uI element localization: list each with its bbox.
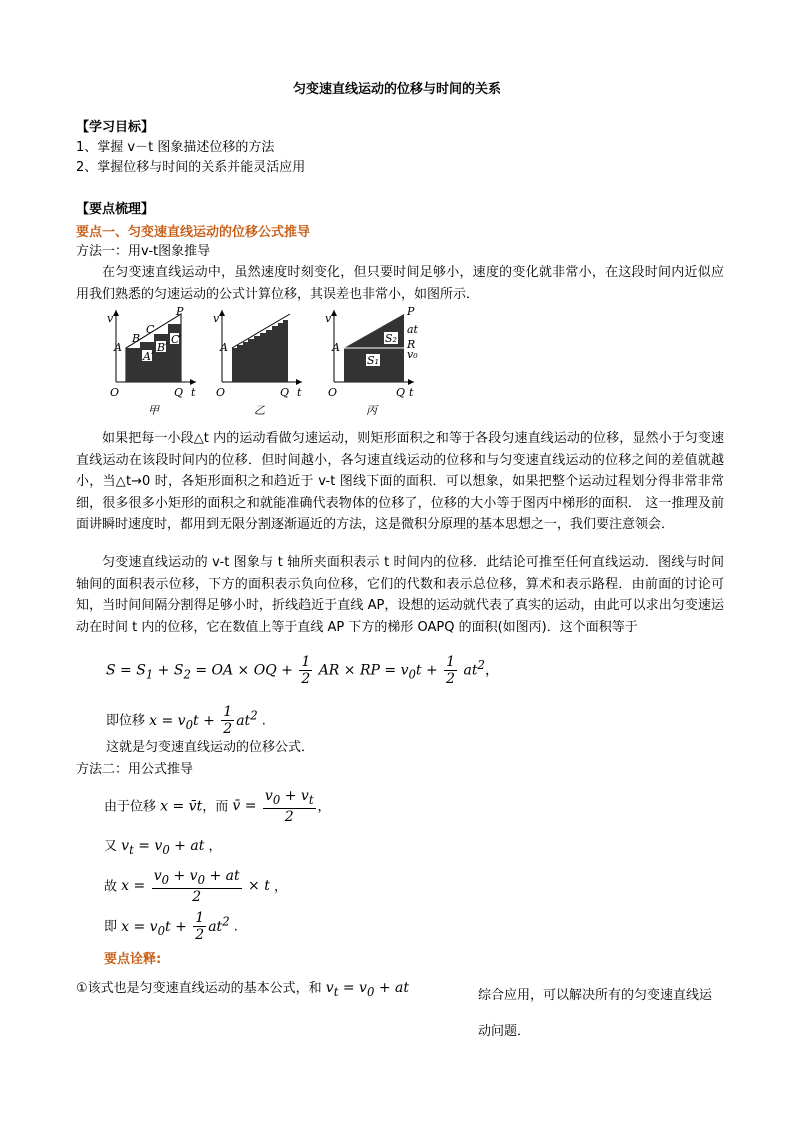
svg-text:O: O: [328, 386, 338, 399]
svg-text:P: P: [407, 306, 415, 318]
derivation-line-1: 由于位移 x = v̄t，而 v̄ = $\frac{v_0 + v_t}{2}$ ，: [104, 788, 331, 825]
note-1: ①该式也是匀变速直线运动的基本公式，和 $v_t = v_0$ + at: [76, 980, 409, 999]
svg-text:甲: 甲: [148, 404, 159, 417]
goal-item: 2、掌握位移与时间的关系并能灵活应用: [76, 160, 306, 175]
svg-text:B: B: [132, 332, 141, 345]
svg-text:A: A: [332, 341, 340, 354]
svg-text:v: v: [325, 312, 332, 325]
svg-text:R: R: [407, 338, 416, 351]
paragraph: 如果把每一小段△t 内的运动看做匀速运动，则矩形面积之和等于各段匀速直线运动的位移，显然小于匀变速直线运动在该段时间内的位移．但时间越小，各匀速直线运动的位移和与匀变速直线运动的位移之间的差值就越小，当△t→0 时，各矩形面积之和趋近于 v-t 图线下面的面积．可以想象，如果把整个运动过程划分得非常非常细，很多很多小矩形的面积之和就能准确代表物体的位移了，位移的大小等于图丙中梯形的面积． 这一推理及前面讲瞬时速度时，都用到无限分割逐渐逼近的方法，这是微积分原理的基本思想之一，我们要注意领会．: [76, 431, 724, 532]
figure-bing: [322, 306, 422, 422]
svg-text:丙: 丙: [366, 404, 377, 417]
page-title: 匀变速直线运动的位移与时间的关系: [292, 82, 501, 97]
explain-header: 要点诠释:: [104, 952, 162, 967]
derivation-text: 又: [104, 839, 118, 854]
figure-jia: [104, 306, 204, 422]
svg-text:乙: 乙: [254, 404, 265, 417]
derivation-text: ，而: [202, 799, 229, 815]
svg-text:t: t: [409, 386, 414, 399]
derivation-line-4: 即 $x = v_0t$ + $\frac{1}{2}$ $at^2$ .: [104, 910, 238, 943]
paragraph: 匀变速直线运动的 v-t 图象与 t 轴所夹面积表示 t 时间内的位移．此结论可推至任何直线运动．图线与时间轴间的面积表示位移，下方的面积表示负向位移，它们的代数和表示总位移，算术和表示路程．由前面的讨论可知，当时间间隔分割得足够小时，折线趋近于直线 AP，设想的运动就代表了真实的运动，由此可以求出匀变速运动在时间 t 内的位移，它在数值上等于直线 AP 下方的梯形 OAPQ 的面积(如图丙)．这个面积等于: [76, 555, 724, 635]
svg-text:C: C: [146, 323, 155, 336]
figure-yi: [210, 306, 310, 422]
goals-header: 【学习目标】: [76, 120, 155, 135]
svg-text:at: at: [407, 323, 418, 336]
derivation-text: 故: [104, 879, 118, 895]
derivation-text: 即: [104, 919, 118, 935]
svg-text:v₀: v₀: [407, 348, 418, 361]
note-1-tail: 综合应用，可以解决所有的匀变速直线运动问题．: [478, 988, 713, 1039]
svg-text:P: P: [176, 306, 184, 318]
area-equation: $S = S_1 + S_2$ = OA × OQ + $\frac{1}{2}$ AR × RP = $v_0t$ + $\frac{1}{2}$ $at^2$，: [106, 654, 499, 687]
formula-note: 这就是匀变速直线运动的位移公式．: [106, 740, 315, 755]
goal-item: 1、掌握 v－t 图象描述位移的方法: [76, 140, 275, 155]
method-heading: 方法二：用公式推导: [76, 762, 194, 777]
displacement-line: 即位移 $x = v_0t$ + $\frac{1}{2}$ $at^2$ .: [106, 704, 266, 737]
svg-text:A′: A′: [143, 350, 154, 363]
svg-text:Q: Q: [280, 386, 290, 399]
derivation-line-3: 故 x = $\frac{v_0 + v_0 + at}{2}$ × t ，: [104, 868, 288, 905]
note-text: ①该式也是匀变速直线运动的基本公式，和: [76, 981, 322, 996]
paragraph: 在匀变速直线运动中，虽然速度时刻变化，但只要时间足够小，速度的变化就非常小，在这段时间内近似应用我们熟悉的匀速运动的公式计算位移，其误差也非常小，如图所示．: [76, 265, 724, 302]
svg-text:t: t: [191, 386, 196, 399]
svg-text:Q: Q: [396, 386, 406, 399]
svg-text:O: O: [216, 386, 226, 399]
displacement-prefix: 即位移: [106, 713, 146, 729]
svg-text:C′: C′: [171, 333, 182, 346]
svg-text:S₁: S₁: [367, 354, 379, 367]
svg-text:O: O: [110, 386, 120, 399]
svg-text:v: v: [107, 312, 114, 325]
svg-text:A: A: [220, 341, 228, 354]
svg-text:A: A: [114, 341, 122, 354]
derivation-text: 由于位移: [104, 799, 157, 815]
keypoints-header: 【要点梳理】: [76, 202, 155, 217]
svg-text:Q: Q: [174, 386, 184, 399]
derivation-line-2: 又 $v_t = v_0$ + at ，: [104, 838, 222, 857]
equation-comma: ，: [484, 662, 499, 679]
keypoint-heading: 要点一、匀变速直线运动的位移公式推导: [76, 225, 311, 240]
svg-text:v: v: [213, 312, 220, 325]
svg-text:t: t: [297, 386, 302, 399]
method-heading: 方法一：用v-t图象推导: [76, 244, 211, 259]
svg-text:B′: B′: [157, 341, 168, 354]
svg-text:S₂: S₂: [385, 332, 397, 345]
